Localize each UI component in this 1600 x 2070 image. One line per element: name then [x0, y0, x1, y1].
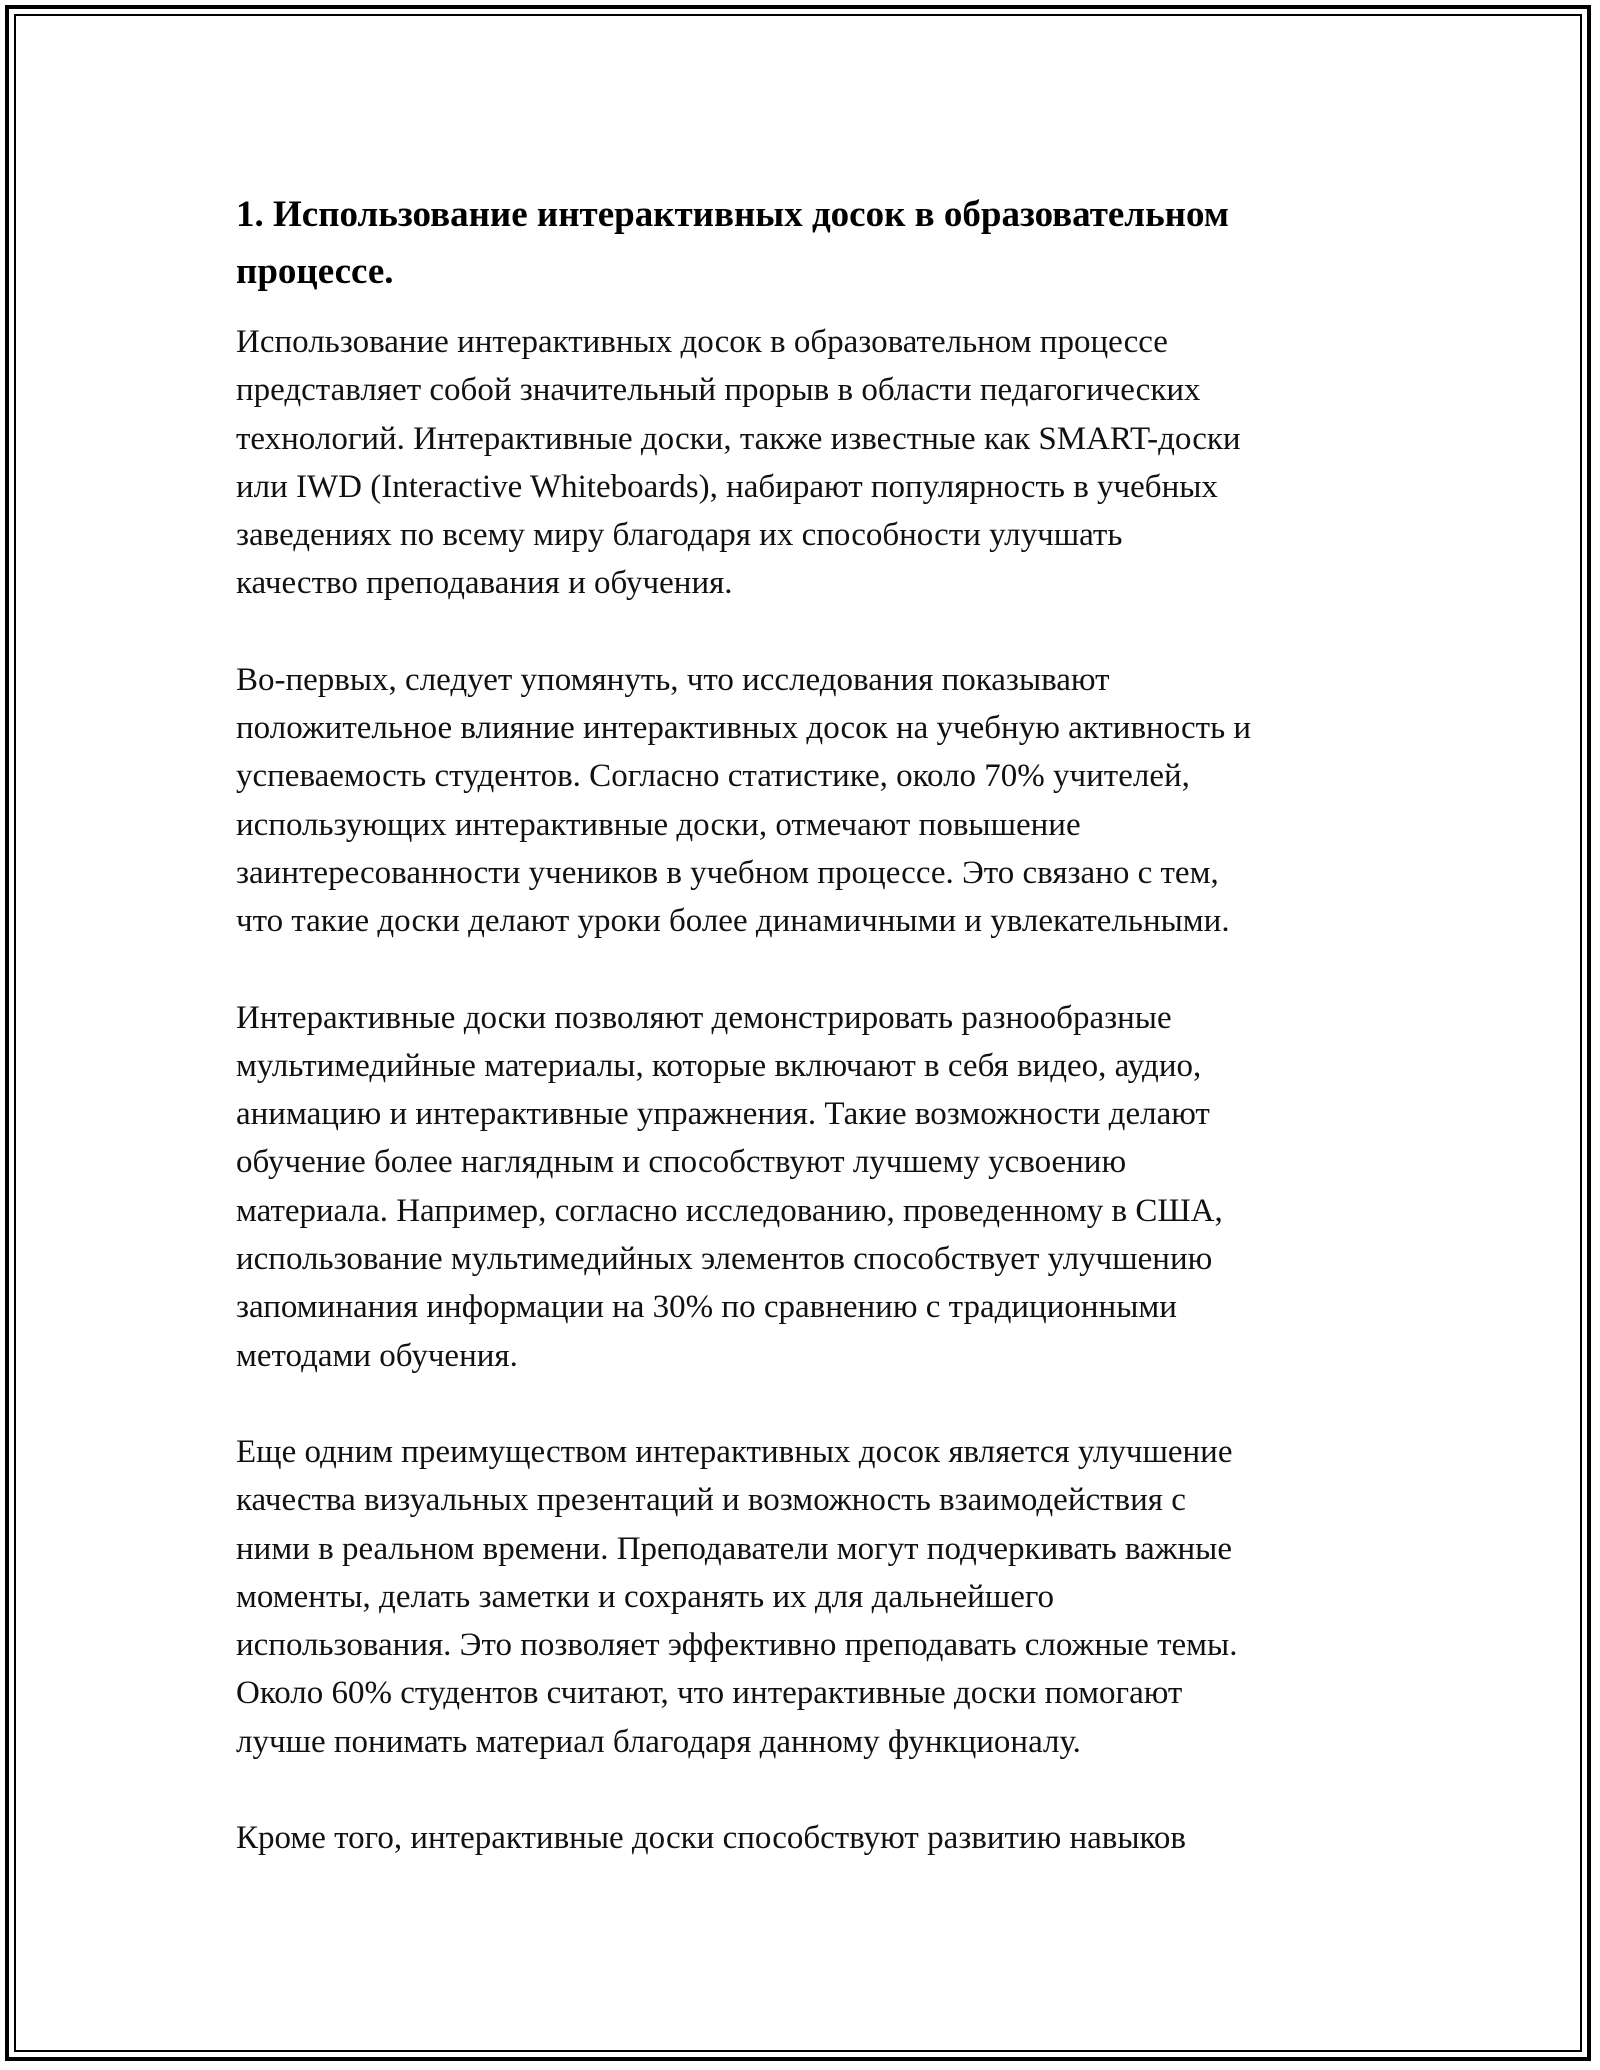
paragraph-intro [236, 318, 1386, 608]
text-line: моменты, делать заметки и сохранять их для дальнейшего [236, 1578, 1055, 1615]
section-heading [236, 186, 1386, 300]
text-line: Около 60% студентов считают, что интерактивные доски помогают [236, 1675, 1183, 1712]
text-line: мультимедийные материалы, которые включают в себя видео, аудио, [236, 1047, 1202, 1084]
text-line: Еще одним преимуществом интерактивных досок является улучшение [236, 1433, 1233, 1470]
text-line: представляет собой значительный прорыв в области педагогических [236, 372, 1201, 409]
text-line: обучение более наглядным и способствуют лучшему усвоению [236, 1144, 1127, 1181]
paragraph-firstly [236, 656, 1386, 946]
heading-line: процессе. [236, 251, 394, 292]
text-line: методами обучения. [236, 1337, 518, 1374]
text-line: лучше понимать материал благодаря данному функционалу. [236, 1723, 1081, 1760]
text-line: Использование интерактивных досок в образовательном процессе [236, 324, 1168, 360]
text-line: положительное влияние интерактивных досок на учебную активность и [236, 710, 1252, 747]
text-line: что такие доски делают уроки более динамичными и увлекательными. [236, 903, 1230, 940]
text-line: Интерактивные доски позволяют демонстрировать разнообразные [236, 999, 1172, 1036]
heading-line: 1. Использование интерактивных досок в образовательном [236, 194, 1229, 235]
text-line: качества визуальных презентаций и возможность взаимодействия с [236, 1482, 1186, 1519]
paragraph-multimedia [236, 994, 1386, 1380]
text-line: запоминания информации на 30% по сравнению с традиционными [236, 1289, 1177, 1326]
text-line: использование мультимедийных элементов способствует улучшению [236, 1241, 1213, 1278]
text-line: Во-первых, следует упомянуть, что исследования показывают [236, 661, 1110, 698]
text-line: технологий. Интерактивные доски, также известные как SMART-доски [236, 420, 1241, 457]
text-line: качество преподавания и обучения. [236, 565, 733, 602]
text-line: анимацию и интерактивные упражнения. Такие возможности делают [236, 1096, 1210, 1133]
text-line: использования. Это позволяет эффективно преподавать сложные темы. [236, 1627, 1238, 1664]
paragraph-presentations [236, 1428, 1386, 1766]
text-line: использующих интерактивные доски, отмечают повышение [236, 806, 1081, 843]
document-body [236, 186, 1386, 1910]
text-line: ними в реальном времени. Преподаватели могут подчеркивать важные [236, 1530, 1232, 1567]
paragraph-skills [236, 1814, 1386, 1862]
text-line: материала. Например, согласно исследованию, проведенному в США, [236, 1192, 1223, 1229]
text-line: Кроме того, интерактивные доски способствуют развитию навыков [236, 1820, 1186, 1857]
text-line: успеваемость студентов. Согласно статистике, около 70% учителей, [236, 758, 1190, 795]
text-line: или IWD (Interactive Whiteboards), набирают популярность в учебных [236, 468, 1218, 505]
text-line: заведениях по всему миру благодаря их способности улучшать [236, 517, 1123, 554]
text-line: заинтересованности учеников в учебном процессе. Это связано с тем, [236, 854, 1219, 891]
